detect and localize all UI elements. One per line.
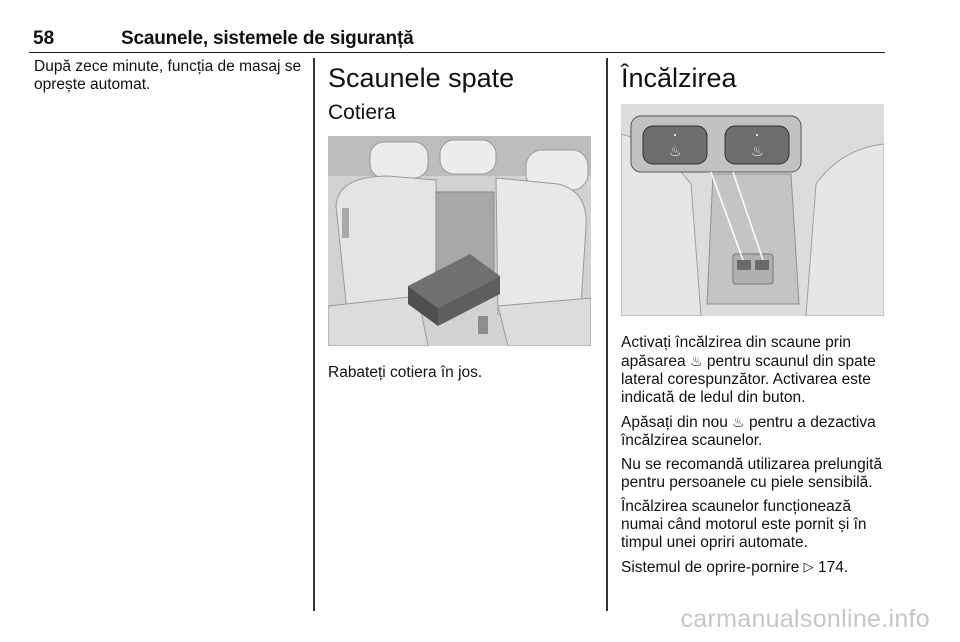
armrest-caption: Rabateți cotiera în jos. bbox=[328, 364, 483, 381]
heated-seat-icon: ♨ bbox=[732, 414, 745, 430]
subsection-title-armrest: Cotiera bbox=[328, 101, 396, 124]
seat-heating-illustration bbox=[621, 104, 884, 316]
column-left bbox=[34, 58, 302, 100]
column-right bbox=[621, 58, 889, 583]
heating-activation-text: Activați încălzirea din scaune prin apăsarea ♨ pentru scaunul din spate lateral corespunzător. Activarea este indicată de ledul din buton. bbox=[621, 334, 876, 406]
column-divider bbox=[313, 58, 315, 611]
section-title-heating: Încălzirea bbox=[621, 63, 737, 93]
heated-seat-icon: ♨ bbox=[689, 353, 703, 369]
section-title-rear-seats: Scaunele spate bbox=[328, 63, 515, 93]
reference-arrow-icon: ▷ bbox=[803, 559, 814, 574]
watermark: carmanualsonline.info bbox=[680, 605, 930, 633]
heating-condition-text: Încălzirea scaunelor funcționează numai când motorul este pornit și în timpul unei opriri automate. bbox=[621, 498, 867, 551]
heating-warning-text: Nu se recomandă utilizarea prelungită pentru persoanele cu piele sensibilă. bbox=[621, 456, 883, 491]
armrest-illustration bbox=[328, 136, 591, 346]
page-header bbox=[29, 26, 885, 53]
page-title: Scaunele, sistemele de siguranță bbox=[121, 28, 414, 49]
massage-note: După zece minute, funcția de masaj se oprește automat. bbox=[34, 58, 302, 93]
column-divider bbox=[606, 58, 608, 611]
reference-page-link[interactable]: 174 bbox=[817, 559, 844, 576]
heating-deactivation-text: Apăsați din nou ♨ pentru a dezactiva încălzirea scaunelor. bbox=[621, 414, 876, 449]
svg-text:♨: ♨ bbox=[669, 144, 682, 160]
svg-text:♨: ♨ bbox=[751, 144, 764, 160]
stop-start-reference: Sistemul de oprire-pornire ▷ 174. bbox=[621, 559, 849, 576]
column-middle bbox=[328, 58, 594, 388]
page-number: 58 bbox=[33, 28, 55, 49]
